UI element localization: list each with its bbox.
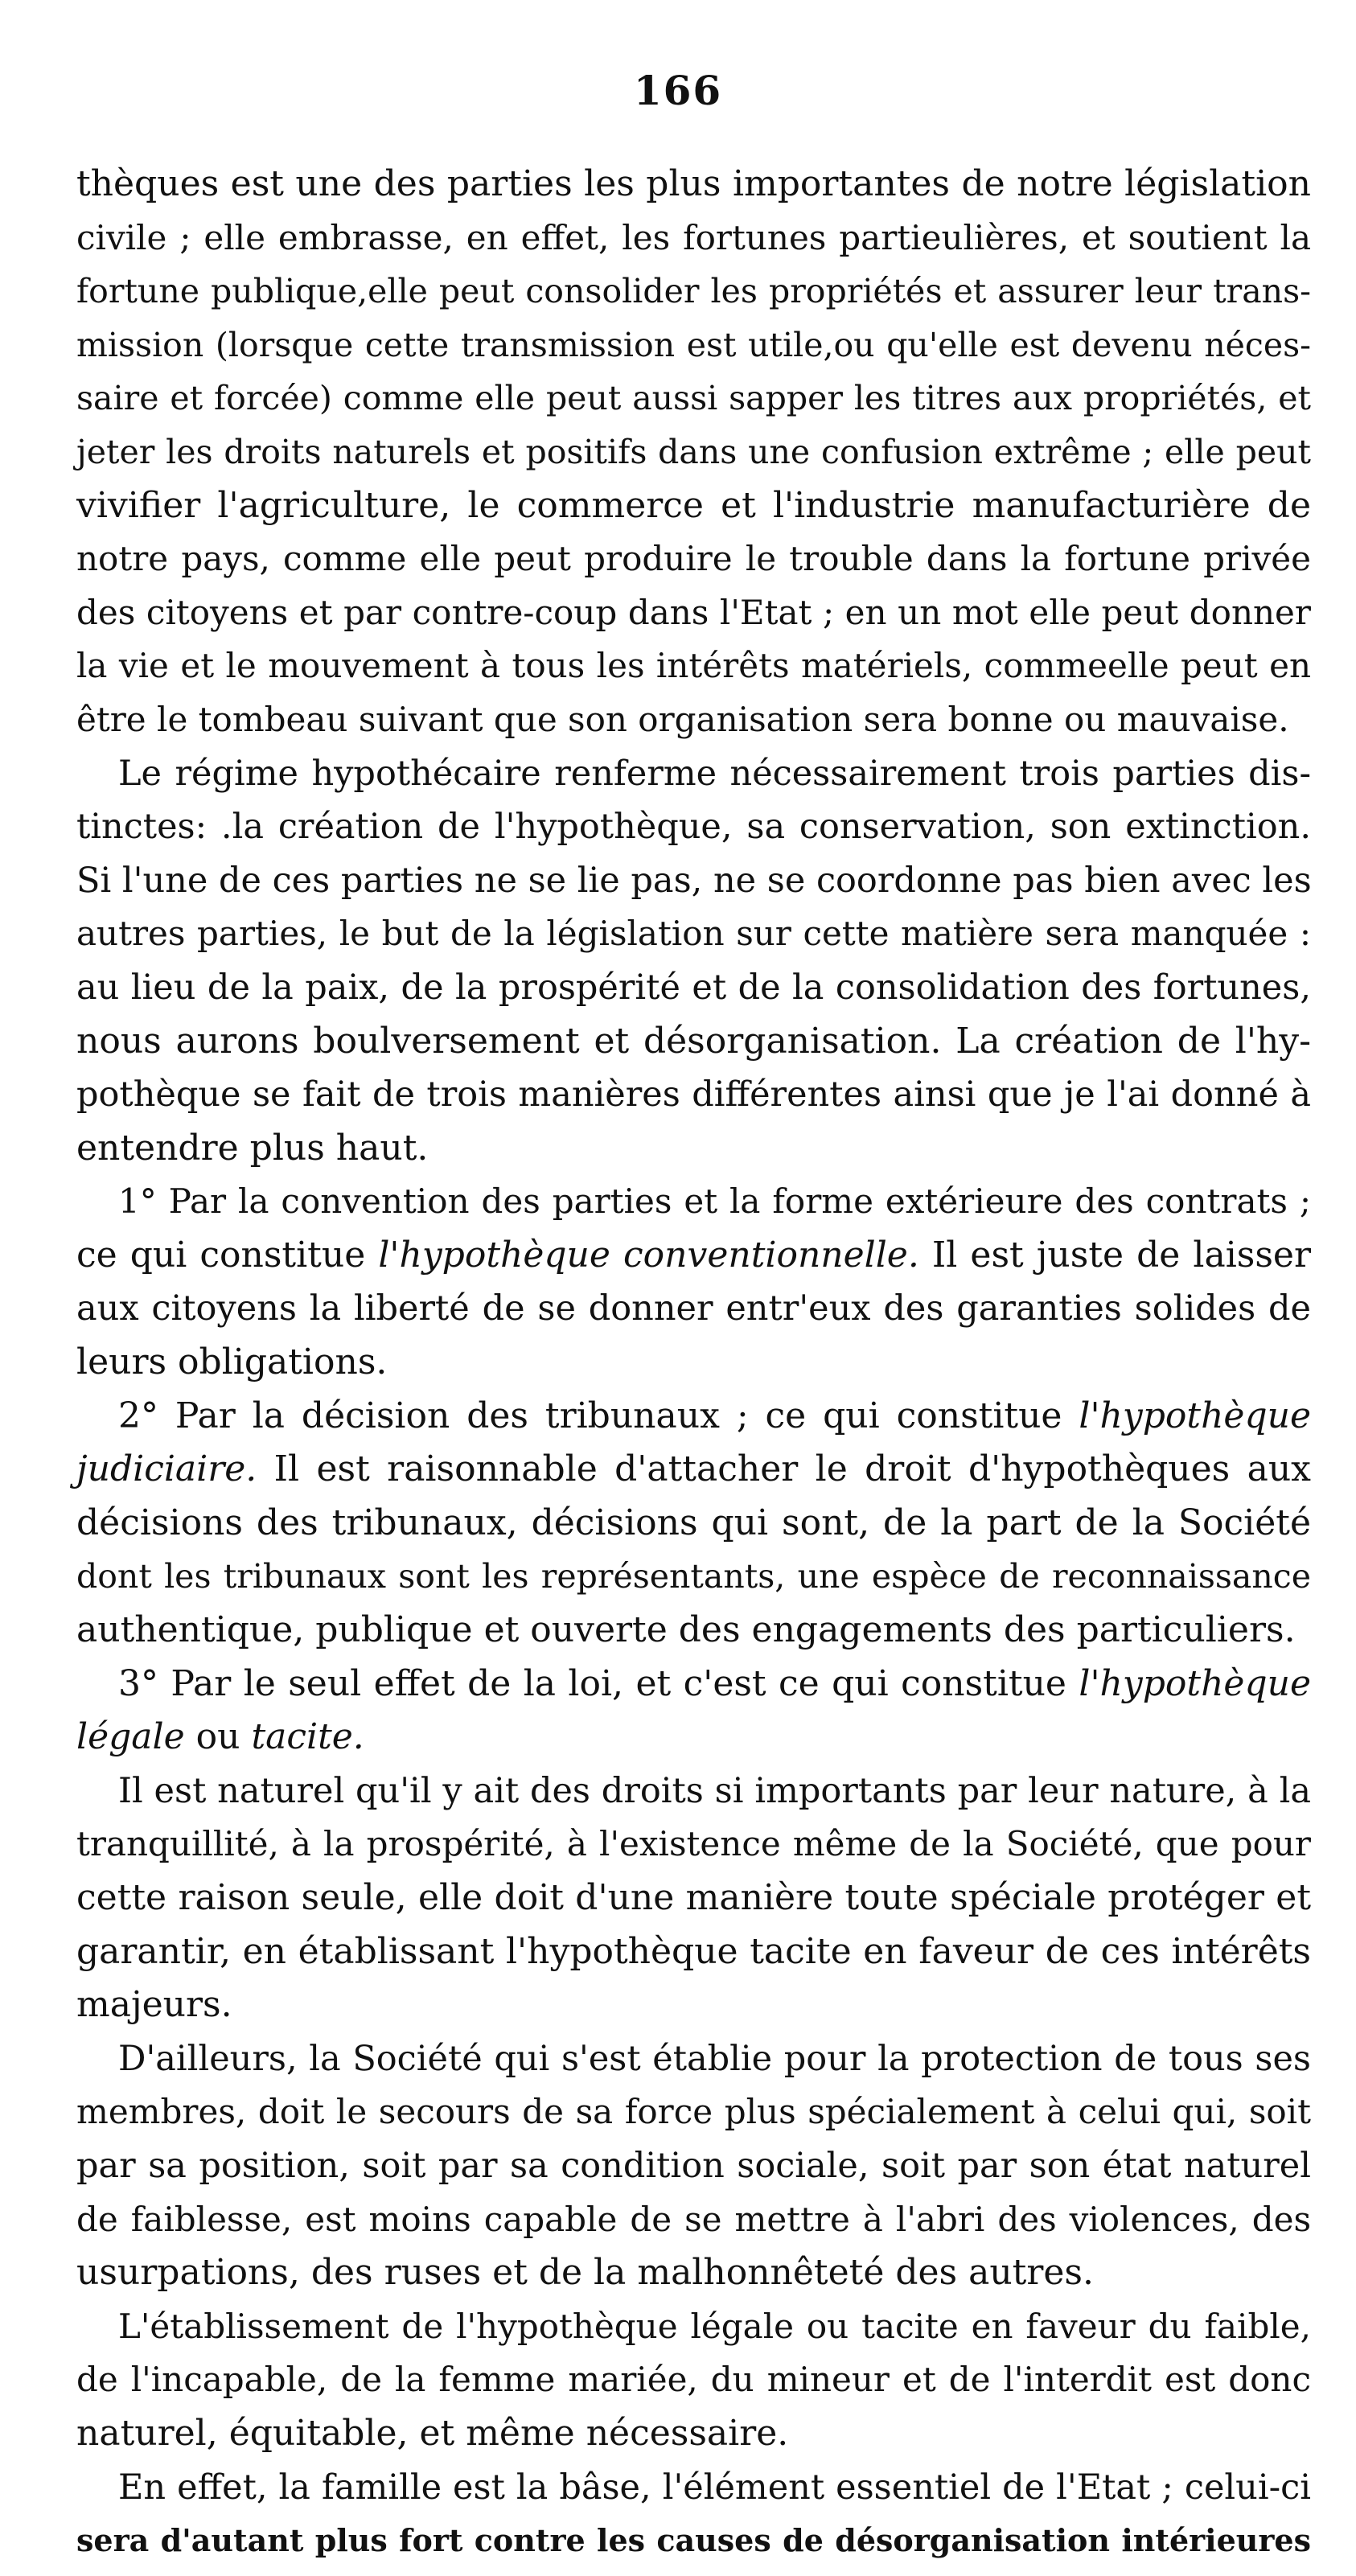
text-line <box>76 532 1311 586</box>
text-line <box>76 265 1311 318</box>
text-segment: par sa position, soit par sa condition sociale, soit par son état naturel <box>76 2145 1311 2186</box>
text-line <box>76 1711 1311 1765</box>
text-segment: En effet, la famille est la bâse, l'élément essentiel de l'Etat ; celui-ci <box>118 2467 1311 2508</box>
text-segment: tranquillité, à la prospérité, à l'existence même de la Société, que pour <box>76 1824 1311 1864</box>
text-line <box>76 1015 1311 1069</box>
text-line <box>76 2353 1311 2407</box>
text-line <box>76 1871 1311 1925</box>
text-line <box>76 425 1311 479</box>
text-line <box>76 2514 1311 2568</box>
text-segment: Le régime hypothécaire renferme nécessairement trois parties dis- <box>118 753 1311 794</box>
text-line <box>76 1336 1311 1390</box>
text-line <box>76 2461 1311 2515</box>
text-line <box>76 1282 1311 1336</box>
text-segment: 1° Par la convention des parties et la forme extérieure des contrats ; <box>118 1181 1311 1222</box>
text-segment: ce qui constitue <box>76 1234 379 1276</box>
text-segment: des citoyens et par contre-coup dans l'Etat ; en un mot elle peut donner <box>76 592 1311 632</box>
text-line <box>76 1068 1311 1122</box>
text-segment: Il est raisonnable d'attacher le droit d'hypothèques aux <box>257 1448 1311 1490</box>
text-line <box>76 961 1311 1015</box>
text-segment: civile ; elle embrasse, en effet, les fortunes partieulières, et soutient la <box>76 217 1311 257</box>
text-line <box>76 1550 1311 1604</box>
text-segment: 2° Par la décision des tribunaux ; ce qui constitue <box>118 1395 1079 1436</box>
text-segment: 3° Par le seul effet de la loi, et c'est ce qui constitue <box>118 1662 1079 1704</box>
text-line <box>76 2193 1311 2247</box>
text-segment: Il est naturel qu'il y ait des droits si importants par leur nature, à la <box>118 1770 1311 1811</box>
text-segment: pothèque se fait de trois manières différentes ainsi que je l'ai donné à <box>76 1074 1311 1115</box>
text-segment: aux citoyens la liberté de se donner entr'eux des garanties solides de <box>76 1288 1311 1329</box>
text-segment: membres, doit le secours de sa force plus spécialement à celui qui, soit <box>76 2092 1311 2132</box>
text-segment: mission (lorsque cette transmission est utile,ou qu'elle est devenu néces- <box>76 325 1311 364</box>
text-line <box>76 1497 1311 1551</box>
text-line <box>76 2085 1311 2139</box>
text-segment: cette raison seule, elle doit d'une manière toute spéciale protéger et <box>76 1877 1311 1918</box>
text-line <box>76 907 1311 961</box>
text-segment: fortune publique,elle peut consolider les propriétés et assurer leur trans- <box>76 272 1311 311</box>
text-segment: jeter les droits naturels et positifs dans une confusion extrême ; elle peut <box>76 432 1311 471</box>
text-line <box>76 1390 1311 1444</box>
text-segment: décisions des tribunaux, décisions qui sont, de la part de la Société <box>76 1502 1311 1543</box>
text-segment: leurs obligations. <box>76 1341 388 1383</box>
text-line <box>76 747 1311 801</box>
text-segment: Il est juste de laisser <box>918 1234 1311 1276</box>
italic-term: judiciaire. <box>76 1448 257 1490</box>
text-line <box>76 1818 1311 1871</box>
text-line <box>76 1604 1311 1658</box>
text-segment: saire et forcée) comme elle peut aussi sapper les titres aux propriétés, et <box>76 379 1311 418</box>
text-segment: être le tombeau suivant que son organisation sera bonne ou mauvaise. <box>76 699 1289 739</box>
text-segment: majeurs. <box>76 1984 232 2026</box>
text-segment: de faiblesse, est moins capable de se mettre à l'abri des violences, des <box>76 2199 1311 2239</box>
text-segment: notre pays, comme elle peut produire le trouble dans la fortune privée <box>76 539 1311 579</box>
text-segment: thèques est une des parties les plus importantes de notre législation <box>76 163 1311 204</box>
text-segment: vivifier l'agriculture, le commerce et l'industrie manufacturière de <box>76 484 1311 526</box>
text-line <box>76 158 1311 212</box>
page-number: 166 <box>633 67 723 114</box>
italic-term: l'hypothèque <box>1079 1395 1311 1436</box>
text-segment: la vie et le mouvement à tous les intérêts matériels, commeelle peut en <box>76 646 1311 686</box>
text-segment: sera d'autant plus fort contre les causes de désorganisation intérieures <box>76 2522 1311 2559</box>
text-segment: garantir, en établissant l'hypothèque tacite en faveur de ces intérêts <box>76 1930 1311 1972</box>
text-line <box>76 639 1311 693</box>
italic-term: légale <box>76 1716 185 1758</box>
text-segment: de l'incapable, de la femme mariée, du mineur et de l'interdit est donc <box>76 2360 1311 2400</box>
text-segment: Si l'une de ces parties ne se lie pas, ne se coordonne pas bien avec les <box>76 860 1312 901</box>
text-segment: authentique, publique et ouverte des engagements des particuliers. <box>76 1609 1296 1651</box>
text-line <box>76 1658 1311 1711</box>
text-line <box>76 2407 1311 2461</box>
text-line <box>76 2139 1311 2193</box>
text-segment: ou <box>184 1716 252 1758</box>
text-segment: entendre plus haut. <box>76 1127 429 1169</box>
text-segment: tinctes: .la création de l'hypothèque, sa conservation, son extinction. <box>76 807 1311 848</box>
text-line <box>76 800 1311 854</box>
text-line <box>76 1229 1311 1283</box>
text-line <box>76 586 1311 640</box>
text-segment: naturel, équitable, et même nécessaire. <box>76 2412 789 2454</box>
text-segment: L'établissement de l'hypothèque légale ou tacite en faveur du faible, <box>118 2306 1311 2346</box>
text-line <box>76 372 1311 425</box>
italic-term: tacite. <box>251 1716 364 1758</box>
italic-term: l'hypothèque conventionnelle. <box>378 1234 919 1276</box>
italic-term: l'hypothèque <box>1079 1662 1311 1704</box>
text-line <box>76 1443 1311 1497</box>
text-line <box>76 2300 1311 2354</box>
text-segment: D'ailleurs, la Société qui s'est établie pour la protection de tous ses <box>118 2038 1311 2079</box>
text-line <box>76 2032 1311 2086</box>
text-line <box>76 318 1311 372</box>
text-segment: dont les tribunaux sont les représentants, une espèce de reconnaissance <box>76 1557 1311 1596</box>
text-line <box>76 2246 1311 2300</box>
text-segment: au lieu de la paix, de la prospérité et de la consolidation des fortunes, <box>76 967 1311 1008</box>
body-text <box>76 158 1311 2568</box>
text-segment: autres parties, le but de la législation sur cette matière sera manquée : <box>76 914 1311 954</box>
text-line <box>76 479 1311 533</box>
text-line <box>76 1122 1311 1176</box>
text-line <box>76 1765 1311 1818</box>
text-line <box>76 1978 1311 2032</box>
text-line <box>76 854 1311 908</box>
text-line <box>76 693 1311 747</box>
text-segment: nous aurons boulversement et désorganisation. La création de l'hy- <box>76 1020 1311 1062</box>
text-line <box>76 1925 1311 1979</box>
text-segment: usurpations, des ruses et de la malhonnêteté des autres. <box>76 2252 1094 2294</box>
text-line <box>76 1175 1311 1229</box>
text-line <box>76 212 1311 265</box>
